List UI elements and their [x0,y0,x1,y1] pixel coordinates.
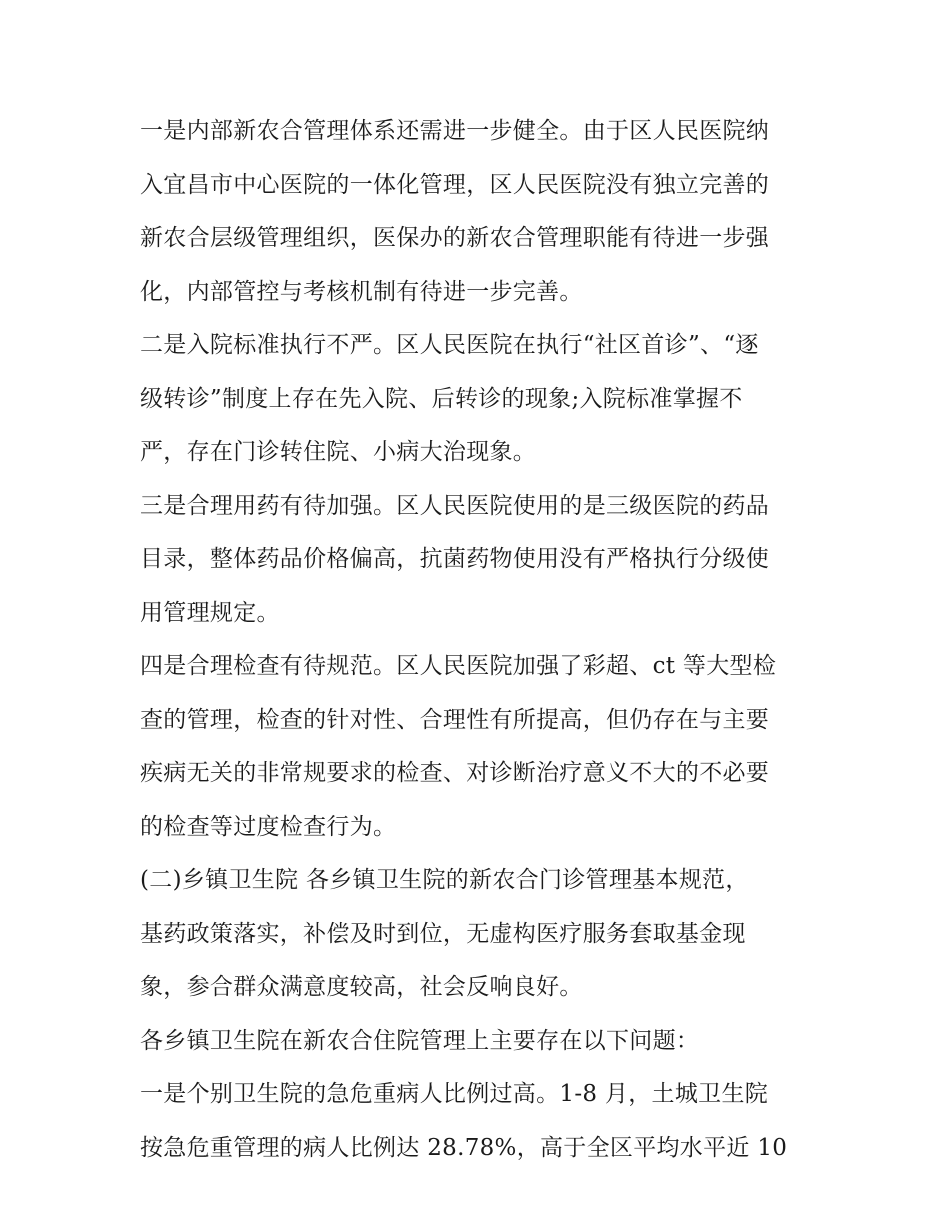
text-line: 新农合层级管理组织，医保办的新农合管理职能有待进一步强 [140,225,770,251]
text-line: 入宜昌市中心医院的一体化管理，区人民医院没有独立完善的 [140,171,770,198]
text-line: 严，存在门诊转住院、小病大治现象。 [140,439,537,465]
text-line: 用管理规定。 [140,599,280,626]
text-line: 象，参合群众满意度较高，社会反响良好。 [140,974,583,1000]
text-line: 疾病无关的非常规要求的检查、对诊断治疗意义不大的不必要 [140,760,770,786]
text-line: 基药政策落实，补偿及时到位，无虚构医疗服务套取基金现 [140,920,746,947]
text-line: 查的管理，检查的针对性、合理性有所提高，但仍存在与主要 [140,706,770,733]
text-line: 目录，整体药品价格偏高，抗菌药物使用没有严格执行分级使 [140,546,770,572]
text-line: 级转诊”制度上存在先入院、后转诊的现象;入院标准掌握不 [140,385,743,412]
text-line: 三是合理用药有待加强。区人民医院使用的是三级医院的药品 [140,492,770,519]
text-line: 化，内部管控与考核机制有待进一步完善。 [140,278,583,305]
text-line: 二是入院标准执行不严。区人民医院在执行“社区首诊”、“逐 [140,332,759,358]
text-line: 一是个别卫生院的急危重病人比例过高。1-8 月，土城卫生院 [140,1081,769,1107]
document-body [140,105,830,1175]
text-line: 的检查等过度检查行为。 [140,813,397,840]
text-line: 按急危重管理的病人比例达 28.78%，高于全区平均水平近 10 [140,1134,788,1161]
text-line: 各乡镇卫生院在新农合住院管理上主要存在以下问题： [140,1027,700,1054]
text-line: 四是合理检查有待规范。区人民医院加强了彩超、ct 等大型检 [140,653,777,679]
text-line: 一是内部新农合管理体系还需进一步健全。由于区人民医院纳 [140,118,770,144]
text-line: (二)乡镇卫生院 各乡镇卫生院的新农合门诊管理基本规范， [140,867,749,893]
